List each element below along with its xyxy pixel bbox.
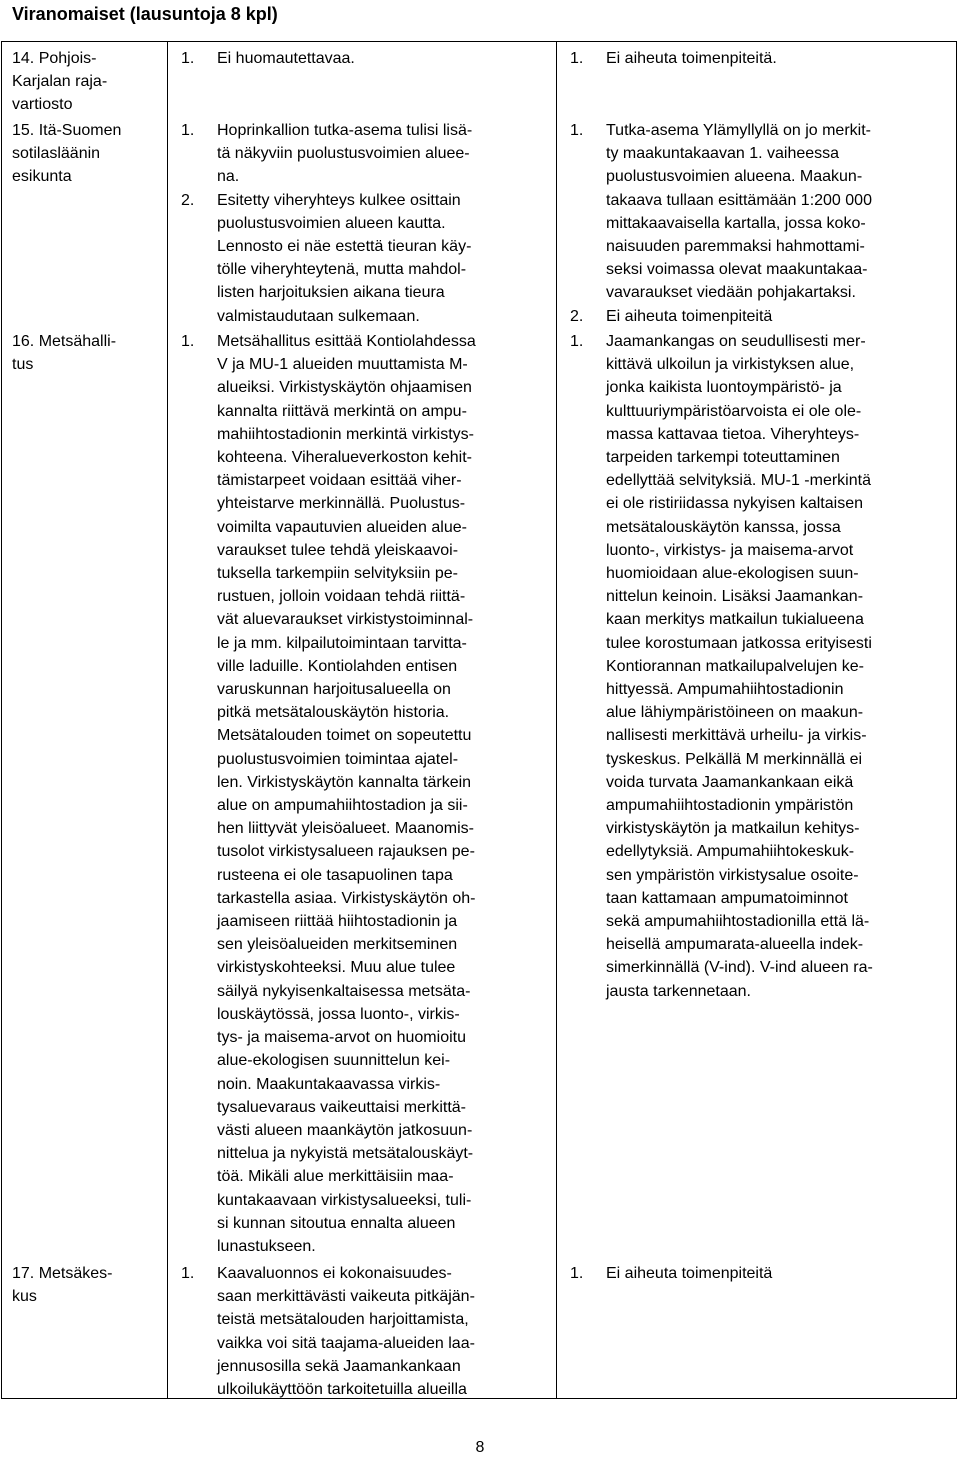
response-item <box>570 305 955 328</box>
response-text-line: Jaamankangas on seudullisesti mer- <box>606 333 866 350</box>
response-text-line: Ei aiheuta toimenpiteitä. <box>606 50 777 67</box>
response-text-line: tyskeskus. Pelkällä M merkinnällä ei <box>606 750 863 768</box>
statement-text-line: Kaavaluonnos ei kokonaisuudes- <box>217 1265 452 1282</box>
statement-text-line: na. <box>217 168 240 186</box>
statement-text-line: valmistaudutaan sulkemaan. <box>217 307 420 325</box>
response-text-line: takaava tullaan esittämään 1:200 000 <box>606 191 872 209</box>
statement-text-line: mahiihtostadionin merkintä virkistys- <box>217 425 474 443</box>
response-item <box>570 47 955 70</box>
response-text-line: metsätalouskäytön kanssa, jossa <box>606 518 841 536</box>
item-number: 1. <box>181 1265 195 1282</box>
statement-text-line: yhteistarve merkinnällä. Puolustus- <box>217 495 466 513</box>
statement-text-line: Metsähallitus esittää Kontiolahdessa <box>217 333 476 350</box>
statement-text-line: sen yleisöalueiden merkitseminen <box>217 936 458 954</box>
response-text-line: kittävä ulkoilun ja virkistyksen alue, <box>606 356 855 374</box>
response-cell <box>570 119 955 328</box>
response-text-line: tarpeiden tarkempi toteuttaminen <box>606 449 840 467</box>
response-text-line: ty maakuntakaavan 1. vaiheessa <box>606 145 840 163</box>
response-text-line: Ei aiheuta toimenpiteitä <box>606 1265 773 1282</box>
statement-text-line: saan merkittävästi vaikeuta pitkäjän- <box>217 1288 475 1306</box>
response-text-line: taan kattamaan ampumatoiminnot <box>606 889 848 907</box>
item-number: 1. <box>570 333 584 350</box>
response-cell <box>570 47 955 70</box>
statement-text-line: Esitetty viheryhteys kulkee osittain <box>217 191 461 209</box>
organisation-cell <box>12 1262 162 1308</box>
item-number: 2. <box>570 307 584 325</box>
response-text-line: edellyttää selvityksiä. MU-1 -merkintä <box>606 472 871 490</box>
response-text-line: tulee korostumaan jatkossa erityisesti <box>606 634 872 652</box>
response-text-line: vavaraukset viedään pohjakartaksi. <box>606 284 856 302</box>
column-divider <box>167 41 168 1399</box>
statement-text-line: tysaluevaraus vaikeuttaisi merkittä- <box>217 1098 466 1116</box>
organisation-cell <box>12 47 162 117</box>
item-number: 1. <box>181 50 195 67</box>
item-number: 2. <box>181 191 195 209</box>
response-text-line: nallisesti merkittävä urheilu- ja virkis- <box>606 727 867 745</box>
statement-text-line: västi alueen maankäytön jatkosuun- <box>217 1121 473 1139</box>
statement-text-line: tys- ja maisema-arvot on huomioitu <box>217 1029 466 1047</box>
response-item <box>570 119 955 305</box>
statement-text-line: Metsätalouden toimet on sopeutettu <box>217 727 472 745</box>
statement-text-line: len. Virkistyskäytön kannalta tärkein <box>217 773 472 791</box>
statement-text-line: alue-ekologisen suunnittelun kei- <box>217 1052 451 1070</box>
statement-text-line: töä. Mikäli alue merkittäisiin maa- <box>217 1168 454 1186</box>
organisation-name-line: 16. Metsähalli- <box>12 333 117 350</box>
statement-text-line: lunastukseen. <box>217 1237 316 1255</box>
statement-text-line: tölle viheryhteytenä, mutta mahdol- <box>217 261 467 279</box>
organisation-name-line: 17. Metsäkes- <box>12 1265 113 1282</box>
organisation-cell <box>12 330 162 376</box>
response-text-line: ampumahiihtostadionin ympäristön <box>606 797 854 815</box>
statement-text-line: säilyä nykyisenkaltaisessa metsäta- <box>217 982 471 1000</box>
response-text-line: kaan merkitys matkailun tukialueena <box>606 611 864 629</box>
item-number: 1. <box>570 122 584 139</box>
statement-text-line: kohteena. Viheralueverkoston kehit- <box>217 449 472 467</box>
statement-item <box>181 189 551 328</box>
statement-text-line: Ei huomautettavaa. <box>217 50 355 67</box>
statement-text-line: kuntakaavaan virkistysalueeksi, tuli- <box>217 1191 472 1209</box>
response-text-line: luonto-, virkistys- ja maisema-arvot <box>606 541 854 559</box>
organisation-name-line: kus <box>12 1288 37 1306</box>
statement-cell <box>181 1262 551 1401</box>
response-text-line: ei ole ristiriidassa nykyisen kaltaisen <box>606 495 863 513</box>
statement-text-line: jennusosilla sekä Jaamankankaan <box>217 1357 461 1375</box>
response-text-line: Ei aiheuta toimenpiteitä <box>606 307 773 325</box>
statement-text-line: vaikka voi sitä taajama-alueiden laa- <box>217 1334 475 1352</box>
response-text-line: jausta tarkennetaan. <box>606 982 751 1000</box>
organisation-name-line: 15. Itä-Suomen <box>12 122 122 139</box>
response-text-line: Tutka-asema Ylämyllyllä on jo merkit- <box>606 122 871 139</box>
response-text-line: seksi voimassa olevat maakuntakaa- <box>606 261 868 279</box>
response-text-line: puolustusvoimien alueena. Maakun- <box>606 168 863 186</box>
statement-text-line: tuksella tarkempiin selvityksiin pe- <box>217 565 458 583</box>
statement-text-line: voimilta vapautuvien alueiden alue- <box>217 518 467 536</box>
statement-text-line: ulkoilukäyttöön tarkoitetuilla alueilla <box>217 1381 467 1399</box>
statement-text-line: rustuen, jolloin voidaan tehdä riittä- <box>217 588 466 606</box>
statement-text-line: rusteena ei ole tasapuolinen tapa <box>217 866 453 884</box>
statement-text-line: nittelua ja nykyistä metsätalouskäyt- <box>217 1145 474 1163</box>
organisation-name-line: tus <box>12 356 34 374</box>
organisation-name-line: Karjalan raja- <box>12 73 108 91</box>
response-text-line: hittyessä. Ampumahiihtostadionin <box>606 681 844 699</box>
statement-item <box>181 1262 551 1401</box>
response-text-line: nittelun keinoin. Lisäksi Jaamankan- <box>606 588 864 606</box>
statement-text-line: puolustusvoimien toimintaa ajatel- <box>217 750 459 768</box>
statement-text-line: alue on ampumahiihtostadion ja sii- <box>217 797 468 815</box>
column-divider <box>556 41 557 1399</box>
response-text-line: virkistyskäytön ja matkailun kehitys- <box>606 820 860 838</box>
organisation-name-line: 14. Pohjois- <box>12 50 97 67</box>
response-text-line: kulttuuriympäristöarvoista ei ole ole- <box>606 402 862 420</box>
statement-text-line: varaukset tulee tehdä yleiskaavoi- <box>217 541 459 559</box>
response-text-line: naisuuden paremmaksi hahmottami- <box>606 238 865 256</box>
response-text-line: Kontiorannan matkailupalvelujen ke- <box>606 657 864 675</box>
response-cell <box>570 1262 955 1285</box>
statement-text-line: jaamiseen riittää hiihtostadionin ja <box>217 913 458 931</box>
statement-text-line: Hoprinkallion tutka-asema tulisi lisä- <box>217 122 473 139</box>
statement-text-line: pitkä metsätalouskäytön historia. <box>217 704 450 722</box>
statement-cell <box>181 47 551 70</box>
statement-text-line: louskäytössä, jossa luonto-, virkis- <box>217 1005 460 1023</box>
response-item <box>570 330 955 1003</box>
statement-text-line: V ja MU-1 alueiden muuttamista M- <box>217 356 468 374</box>
statement-text-line: hen liittyvät yleisöalueet. Maanomis- <box>217 820 475 838</box>
statement-cell <box>181 330 551 1258</box>
statement-text-line: kannalta riittävä merkintä on ampu- <box>217 402 467 420</box>
response-text-line: voida turvata Jaamankankaan eikä <box>606 773 854 791</box>
statement-text-line: le ja mm. kilpailutoimintaan tarvitta- <box>217 634 467 652</box>
page-heading: Viranomaiset (lausuntoja 8 kpl) <box>12 4 278 24</box>
page-number: 8 <box>475 1439 485 1456</box>
organisation-name-line: sotilasläänin <box>12 145 101 163</box>
organisation-name-line: esikunta <box>12 168 72 186</box>
statement-text-line: tarkastella asiaa. Virkistyskäytön oh- <box>217 889 476 907</box>
statement-text-line: si kunnan sitoutua ennalta alueen <box>217 1214 456 1232</box>
statement-text-line: Lennosto ei näe estettä tieuran käy- <box>217 238 472 256</box>
response-text-line: massa kattavaa tietoa. Viheryhteys- <box>606 425 860 443</box>
statement-text-line: vät aluevaraukset virkistystoiminnal- <box>217 611 474 629</box>
response-text-line: simerkinnällä (V-ind). V-ind alueen ra- <box>606 959 873 977</box>
response-text-line: sekä ampumahiihtostadionilla että lä- <box>606 913 870 931</box>
statement-text-line: puolustusvoimien alueen kautta. <box>217 214 446 232</box>
statement-item <box>181 47 551 70</box>
response-text-line: alue lähiympäristöineen on maakun- <box>606 704 864 722</box>
response-text-line: jonka kaikista luontoympäristö- ja <box>606 379 842 397</box>
statement-item <box>181 119 551 189</box>
statement-text-line: teistä metsätalouden harjoittamista, <box>217 1311 469 1329</box>
response-text-line: huomioidaan alue-ekologisen suun- <box>606 565 859 583</box>
item-number: 1. <box>181 122 195 139</box>
statement-text-line: tämistarpeet voidaan esittää viher- <box>217 472 462 490</box>
item-number: 1. <box>181 333 195 350</box>
statement-item <box>181 330 551 1258</box>
response-text-line: heisellä ampumarata-alueella indek- <box>606 936 864 954</box>
statement-text-line: ville laduille. Kontiolahden entisen <box>217 657 458 675</box>
statement-cell <box>181 119 551 328</box>
statement-text-line: listen harjoituksien aikana tieura <box>217 284 445 302</box>
response-item <box>570 1262 955 1285</box>
response-text-line: edellytyksiä. Ampumahiihtokeskuk- <box>606 843 855 861</box>
response-text-line: sen ympäristön virkistysalue osoite- <box>606 866 859 884</box>
response-text-line: mittakaavaisella kartalla, jossa koko- <box>606 214 866 232</box>
item-number: 1. <box>570 50 584 67</box>
statement-text-line: alueiksi. Virkistyskäytön ohjaamisen <box>217 379 472 397</box>
statement-text-line: tä näkyviin puolustusvoimien aluee- <box>217 145 470 163</box>
organisation-name-line: vartiosto <box>12 96 73 114</box>
statement-text-line: virkistyskohteeksi. Muu alue tulee <box>217 959 456 977</box>
statement-text-line: varuskunnan harjoitusalueella on <box>217 681 451 699</box>
statement-text-line: tusolot virkistysalueen rajauksen pe- <box>217 843 475 861</box>
organisation-cell <box>12 119 162 189</box>
item-number: 1. <box>570 1265 584 1282</box>
response-cell <box>570 330 955 1003</box>
statement-text-line: noin. Maakuntakaavassa virkis- <box>217 1075 441 1093</box>
